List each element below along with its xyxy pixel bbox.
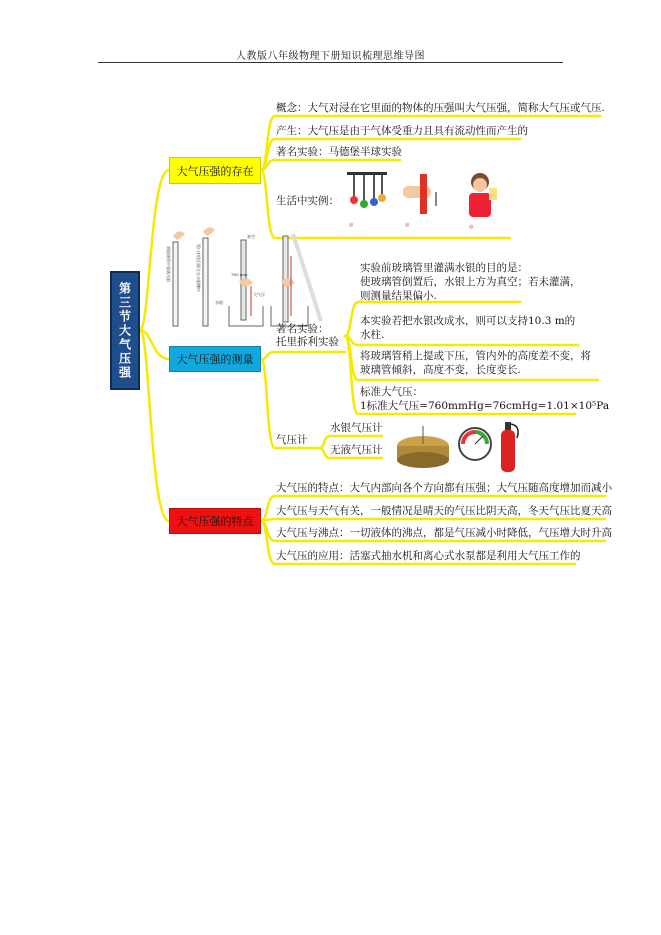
feature-weather: 大气压与天气有关，一般情况是晴天的气压比阴天高，冬天气压比夏天高 [276, 505, 612, 517]
existence-cause: 产生：大气压是由于气体受重力且具有流动性而产生的 [276, 125, 528, 137]
tube-label-height: 760 mm [231, 272, 248, 277]
branch-measure: 大气压强的测量 [169, 346, 261, 372]
page-header: 人教版八年级物理下册知识梳理思维导图 [236, 51, 425, 62]
branch-existence: 大气压强的存在 [169, 157, 261, 184]
torricelli-tubes-illustration [163, 226, 333, 336]
tube-caption-fill: 将玻璃管中装满水银 [166, 246, 171, 282]
boy-drinking-image [469, 173, 497, 230]
svg-text:◎: ◎ [405, 222, 410, 228]
existence-experiment: 著名实验：马德堡半球实验 [276, 146, 402, 158]
barometer-illustration [393, 418, 523, 480]
note-fill-purpose: 实验前玻璃管里灌满水银的目的是： 使玻璃管倒置后，水银上方为真空；若未灌满， 则测量结果偏小. [360, 262, 581, 302]
hand-icon [173, 231, 185, 240]
barometer-aneroid: 无液气压计 [330, 444, 383, 456]
existence-examples: 生活中实例： [276, 195, 339, 207]
tube-label-vacuum: 真空 [247, 234, 255, 239]
pressure-gauge-image [459, 428, 491, 460]
hand-tube-image [403, 174, 437, 228]
life-examples-illustration [345, 166, 505, 236]
feature-application: 大气压的应用：活塞式抽水机和离心式水泵都是利用大气压工作的 [276, 550, 581, 562]
caption-hooks: ◎ [349, 222, 354, 228]
experiment-label-line1: 著名实验： [276, 323, 329, 335]
fire-extinguisher-image [501, 422, 518, 472]
note-standard-pressure: 标准大气压： 1标准大气压=760mmHg=76cmHg=1.01×10⁵Pa [360, 386, 610, 412]
experiment-label-line2: 托里拆利实验 [276, 336, 339, 348]
svg-text:◎: ◎ [469, 224, 474, 230]
note-water-column: 本实验若把水银改成水，则可以支持10.3 m的 水柱. [360, 315, 576, 341]
barometer-mercury: 水银气压计 [330, 422, 383, 434]
tube-label-mercury: 水银 [215, 300, 223, 305]
tube-caption-invert: 管口封住后倒立在水银槽中 [196, 244, 201, 292]
branch-features: 大气压强的特点 [169, 508, 261, 534]
feature-direction-height: 大气压的特点：大气内部向各个方向都有压强；大气压随高度增加而减小 [276, 482, 612, 494]
tube-label-pressure: 大气压 [253, 292, 265, 297]
aneroid-barometer-image [397, 426, 449, 468]
existence-concept: 概念：大气对浸在它里面的物体的压强叫大气压强，简称大气压或气压. [276, 102, 605, 114]
suction-hook-image [347, 172, 387, 228]
torricelli-experiment-label [276, 323, 339, 349]
root-node: 第三节大气压强 [110, 271, 140, 390]
barometer-label: 气压计 [276, 434, 308, 446]
note-tube-tilt: 将玻璃管稍上提或下压，管内外的高度差不变，将 玻璃管倾斜，高度不变，长度变长. [360, 350, 591, 376]
feature-boiling-point: 大气压与沸点：一切液体的沸点，都是气压减小时降低，气压增大时升高 [276, 527, 612, 539]
